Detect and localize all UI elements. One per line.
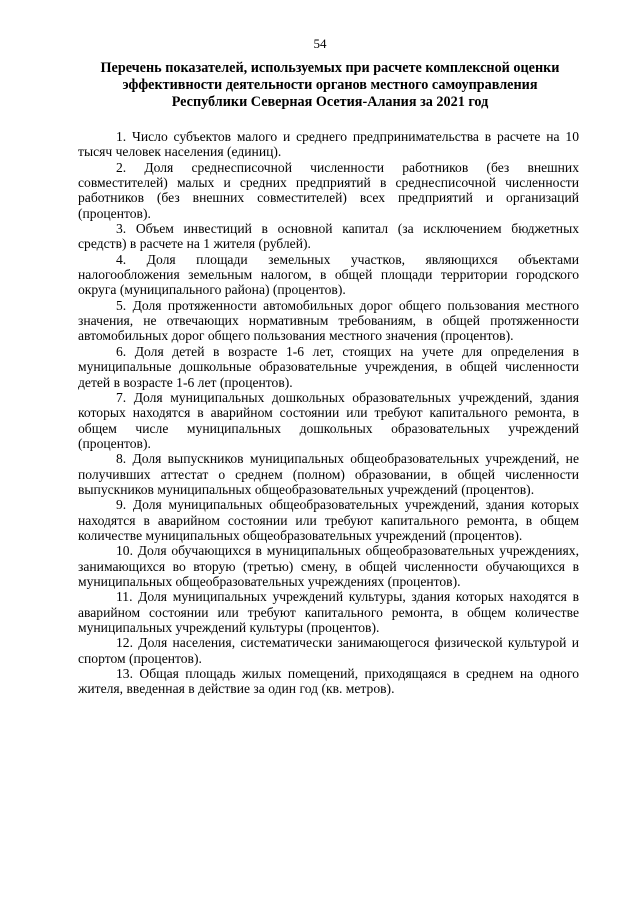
indicator-item: 5. Доля протяженности автомобильных дорог общего пользования местного значения, не отвечающих нормативным требованиям, в общей протяженности автомобильных дорог общего пользования местного значения (процентов). [78,297,579,344]
title-line: Республики Северная Осетия-Алания за 2021 год [171,94,489,110]
indicator-item: 3. Объем инвестиций в основной капитал (за исключением бюджетных средств) в расчете на 1 жителя (рублей). [78,221,579,252]
indicator-item: 2. Доля среднесписочной численности работников (без внешних совместителей) малых и средних предприятий в среднесписочной численности работников (без внешних совместителей) всех предприятий и организаций (процентов). [78,159,579,221]
page-number: 54 [313,36,327,51]
indicator-list [78,129,579,697]
indicator-item: 8. Доля выпускников муниципальных общеобразовательных учреждений, не получивших аттестат о среднем (полном) образовании, в общей численности выпускников муниципальных общеобразовательных учреждений (процентов). [78,451,579,497]
title-line: Перечень показателей, используемых при расчете комплексной оценки [100,60,560,76]
indicator-item: 13. Общая площадь жилых помещений, приходящаяся в среднем на одного жителя, введенная в действие за один год (кв. метров). [78,666,579,697]
indicator-item: 11. Доля муниципальных учреждений культуры, здания которых находятся в аварийном состоянии или требуют капитального ремонта, в общем количестве муниципальных учреждений культуры (процентов). [78,589,579,635]
indicator-item: 6. Доля детей в возрасте 1-6 лет, стоящих на учете для определения в муниципальные дошкольные образовательные учреждения, в общей численности детей в возрасте 1-6 лет (процентов). [78,343,579,390]
indicator-item: 7. Доля муниципальных дошкольных образовательных учреждений, здания которых находятся в аварийном состоянии или требуют капитального ремонта, в общем числе муниципальных дошкольных образовательных учреждений (процентов). [78,389,579,451]
document-title [80,60,580,111]
indicator-item: 12. Доля населения, систематически занимающегося физической культурой и спортом (процентов). [78,635,579,666]
indicator-item: 4. Доля площади земельных участков, являющихся объектами налогообложения земельным налогом, в общей площади территории городского округа (муниципального района) (процентов). [78,251,579,298]
indicator-item: 10. Доля обучающихся в муниципальных общеобразовательных учреждениях, занимающихся во вторую (третью) смену, в общей численности обучающихся в муниципальных общеобразовательных учреждениях (процентов). [78,543,579,589]
indicator-item: 1. Число субъектов малого и среднего предпринимательства в расчете на 10 тысяч человек населения (единиц). [78,129,579,160]
indicator-item: 9. Доля муниципальных общеобразовательных учреждений, здания которых находятся в аварийном состоянии или требуют капитального ремонта, в общем количестве муниципальных общеобразовательных учреждений (процентов). [78,497,579,543]
title-line: эффективности деятельности органов местного самоуправления [122,77,538,93]
